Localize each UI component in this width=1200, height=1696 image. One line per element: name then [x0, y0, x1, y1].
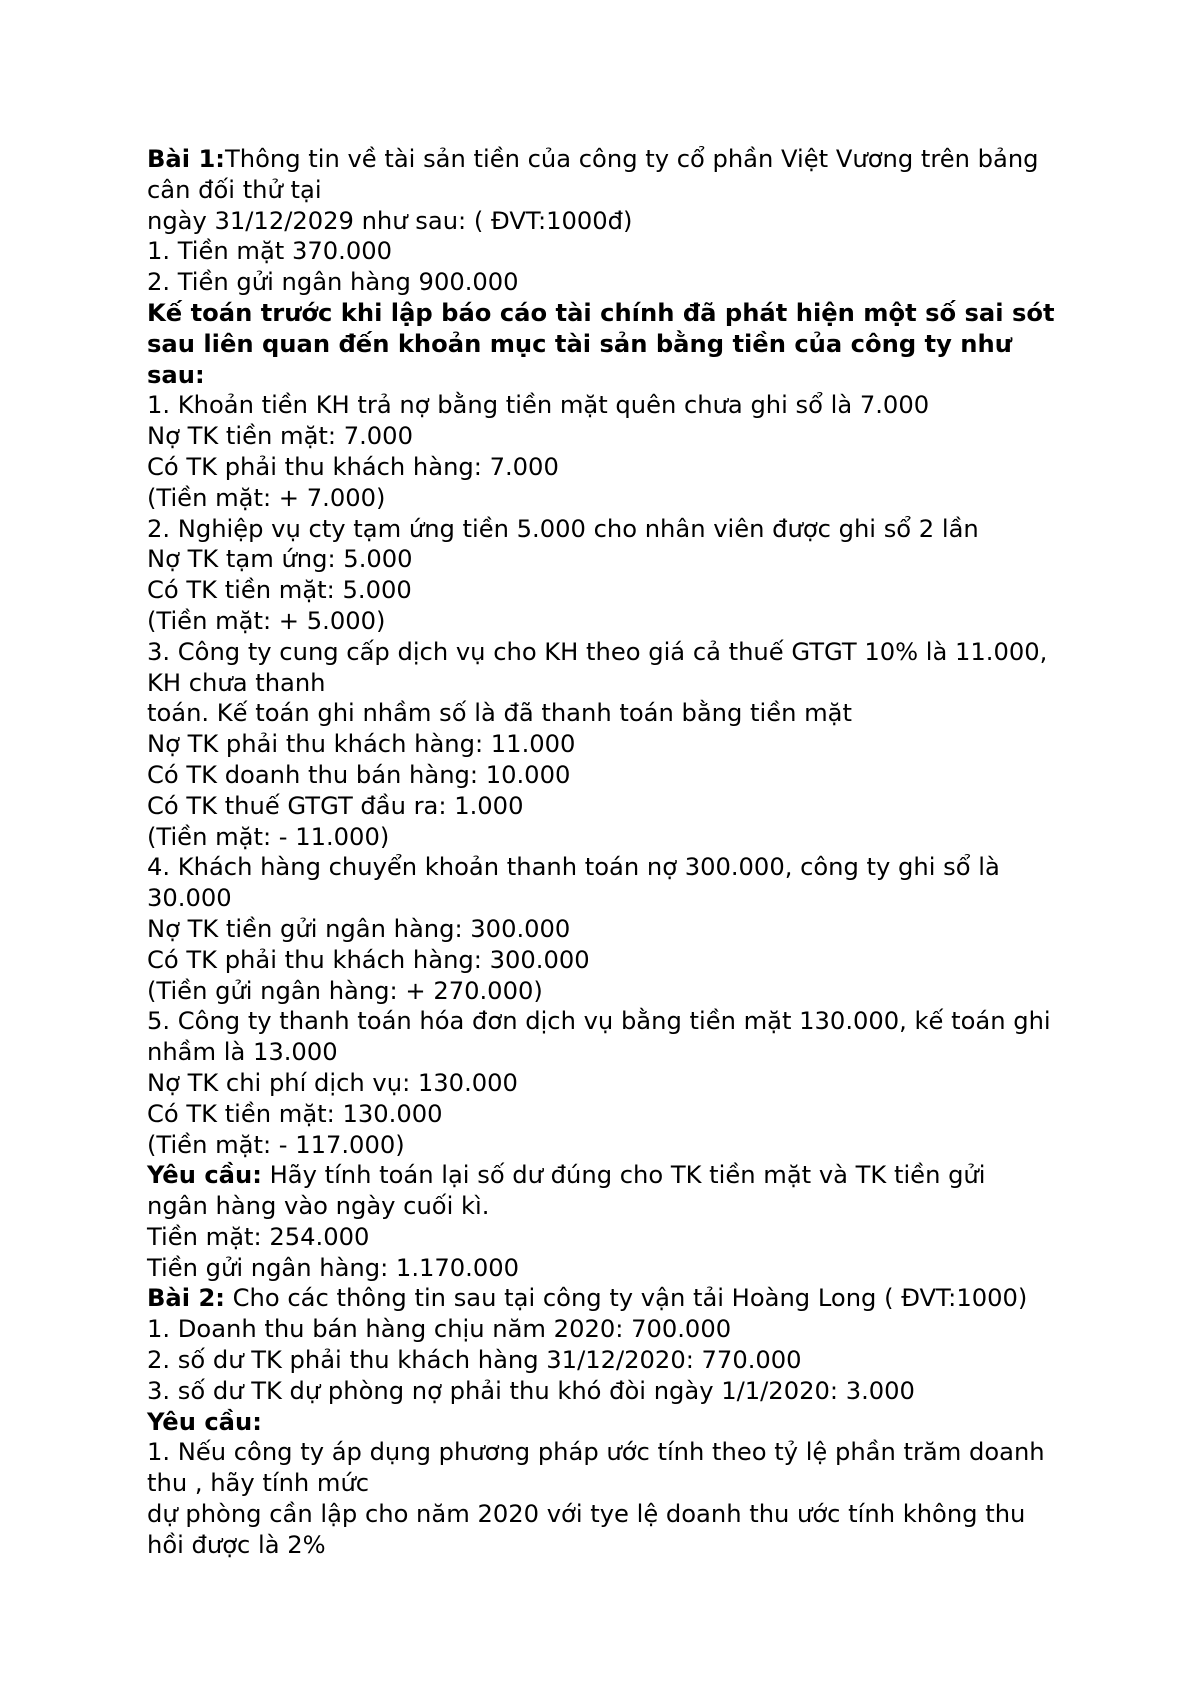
exercise-heading: Bài 2:	[147, 1284, 225, 1313]
text-line: 5. Công ty thanh toán hóa đơn dịch vụ bằng tiền mặt 130.000, kế toán ghi	[147, 1007, 1051, 1036]
text-line: (Tiền gửi ngân hàng: + 270.000)	[147, 976, 543, 1005]
text-line: 1. Nếu công ty áp dụng phương pháp ước tính theo tỷ lệ phần trăm doanh	[147, 1438, 1045, 1467]
text-line: 2. số dư TK phải thu khách hàng 31/12/2020: 770.000	[147, 1346, 802, 1375]
text-line	[147, 144, 1087, 175]
text-line: 3. số dư TK dự phòng nợ phải thu khó đòi ngày 1/1/2020: 3.000	[147, 1376, 915, 1405]
text-line: Tiền gửi ngân hàng: 1.170.000	[147, 1253, 520, 1282]
text-line: 1. Khoản tiền KH trả nợ bằng tiền mặt quên chưa ghi sổ là 7.000	[147, 391, 930, 420]
text-line: nhầm là 13.000	[147, 1038, 338, 1067]
text-line: (Tiền mặt: - 11.000)	[147, 822, 390, 851]
text-line: Có TK phải thu khách hàng: 7.000	[147, 452, 559, 481]
bold-text-line: sau liên quan đến khoản mục tài sản bằng tiền của công ty như	[147, 329, 1012, 358]
exercise-heading: Bài 1:	[147, 145, 225, 173]
text-line: Nợ TK tạm ứng: 5.000	[147, 545, 413, 574]
text-line: 3. Công ty cung cấp dịch vụ cho KH theo giá cả thuế GTGT 10% là 11.000,	[147, 637, 1048, 666]
text-line: Có TK thuế GTGT đầu ra: 1.000	[147, 791, 524, 820]
text-line: toán. Kế toán ghi nhầm số là đã thanh toán bằng tiền mặt	[147, 699, 852, 728]
text-line: Có TK tiền mặt: 5.000	[147, 576, 412, 605]
line-text: Thông tin về tài sản tiền của công ty cổ phần Việt Vương trên bảng	[224, 145, 1039, 173]
text-line: 4. Khách hàng chuyển khoản thanh toán nợ 300.000, công ty ghi sổ là	[147, 853, 1000, 882]
text-line: Nợ TK tiền mặt: 7.000	[147, 422, 413, 451]
text-line: Nợ TK chi phí dịch vụ: 130.000	[147, 1068, 518, 1097]
text-line: Có TK doanh thu bán hàng: 10.000	[147, 760, 571, 789]
text-line	[147, 1283, 1087, 1314]
text-line: Có TK tiền mặt: 130.000	[147, 1099, 443, 1128]
requirement-label: Yêu cầu:	[147, 1407, 262, 1436]
text-line: cân đối thử tại	[147, 175, 322, 204]
text-line: KH chưa thanh	[147, 668, 326, 697]
text-line: 2. Tiền gửi ngân hàng 900.000	[147, 268, 519, 297]
line-text: Hãy tính toán lại số dư đúng cho TK tiền mặt và TK tiền gửi	[261, 1161, 986, 1190]
text-line: 1. Tiền mặt 370.000	[147, 237, 392, 266]
text-line: 30.000	[147, 884, 232, 913]
text-line: Tiền mặt: 254.000	[147, 1222, 370, 1251]
text-line: 1. Doanh thu bán hàng chịu năm 2020: 700.000	[147, 1315, 732, 1344]
text-line: Nợ TK phải thu khách hàng: 11.000	[147, 730, 576, 759]
text-line: Có TK phải thu khách hàng: 300.000	[147, 945, 590, 974]
bold-text-line: Kế toán trước khi lập báo cáo tài chính đã phát hiện một số sai sót	[147, 298, 1055, 327]
bold-text-line: sau:	[147, 360, 205, 389]
text-line: (Tiền mặt: + 7.000)	[147, 483, 386, 512]
text-line: (Tiền mặt: - 117.000)	[147, 1130, 405, 1159]
line-text: Cho các thông tin sau tại công ty vận tải Hoàng Long ( ĐVT:1000)	[224, 1284, 1028, 1313]
text-line	[147, 1160, 1087, 1191]
text-line: ngân hàng vào ngày cuối kì.	[147, 1192, 490, 1221]
document-page	[147, 144, 1087, 1561]
text-line: ngày 31/12/2029 như sau: ( ĐVT:1000đ)	[147, 206, 633, 235]
requirement-label: Yêu cầu:	[147, 1161, 262, 1190]
text-line: thu , hãy tính mức	[147, 1469, 370, 1498]
text-line: dự phòng cần lập cho năm 2020 với tye lệ doanh thu ước tính không thu	[147, 1500, 1026, 1529]
text-line: 2. Nghiệp vụ cty tạm ứng tiền 5.000 cho nhân viên được ghi sổ 2 lần	[147, 514, 979, 543]
text-line: Nợ TK tiền gửi ngân hàng: 300.000	[147, 914, 571, 943]
text-line: hồi được là 2%	[147, 1530, 326, 1559]
text-line: (Tiền mặt: + 5.000)	[147, 606, 386, 635]
